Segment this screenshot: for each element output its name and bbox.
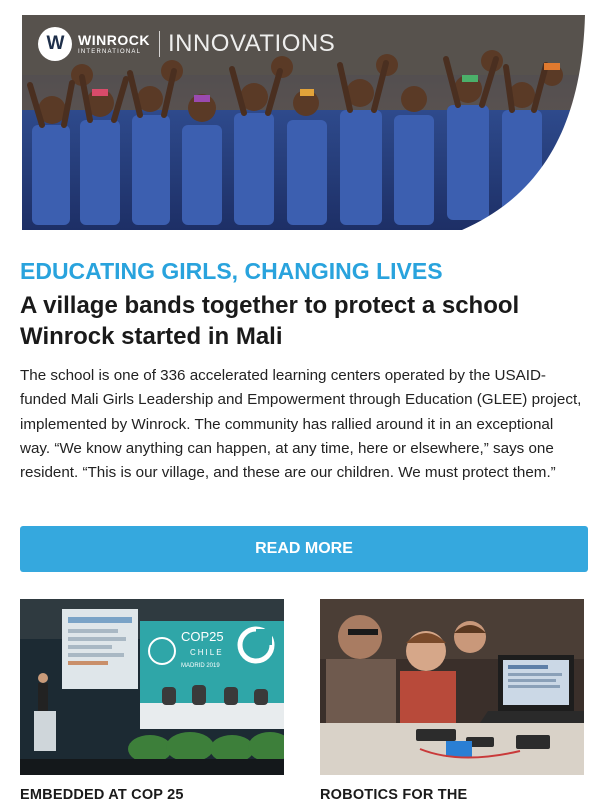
logo-mark-letter: W: [46, 33, 64, 54]
card-image-cop25[interactable]: [20, 599, 284, 775]
brand-sub: INTERNATIONAL: [78, 49, 142, 55]
hero-image[interactable]: [22, 15, 585, 230]
card-image-robotics[interactable]: [320, 599, 584, 775]
story-card-robotics[interactable]: [320, 599, 584, 803]
winrock-logo[interactable]: [38, 27, 335, 61]
story-headline[interactable]: A village bands together to protect a school Winrock started in Mali: [20, 292, 520, 350]
logo-divider: [159, 31, 160, 57]
cop25-photo: [20, 599, 284, 775]
brand-name: WINROCK: [78, 32, 150, 48]
story-card-cop25[interactable]: [20, 599, 284, 803]
robotics-photo: [320, 599, 584, 775]
cop25-banner-title: COP25: [181, 629, 224, 644]
read-more-button[interactable]: READ MORE: [20, 526, 588, 572]
story-body: The school is one of 336 accelerated learning centers operated by the USAID-funded Mali Girls Leadership and Empowerment through Education (GLEE) project, implemented by Winrock. The community has rallied around it in an exceptional way. “We know anything can happen, at any time, here or elsewhere,” says one resident. “This is our village, and these are our children. We must protect them.”: [20, 367, 582, 482]
logo-wordmark: [78, 33, 150, 55]
card-title-robotics[interactable]: ROBOTICS FOR THE: [320, 787, 468, 803]
card-title-cop25[interactable]: EMBEDDED AT COP 25: [20, 787, 184, 803]
cop25-banner-city: MADRID 2019: [181, 663, 220, 669]
story-kicker: EDUCATING GIRLS, CHANGING LIVES: [20, 258, 443, 284]
cop25-banner-country: CHILE: [190, 648, 224, 657]
logo-mark: [38, 27, 72, 61]
newsletter-tagline: INNOVATIONS: [167, 30, 336, 57]
